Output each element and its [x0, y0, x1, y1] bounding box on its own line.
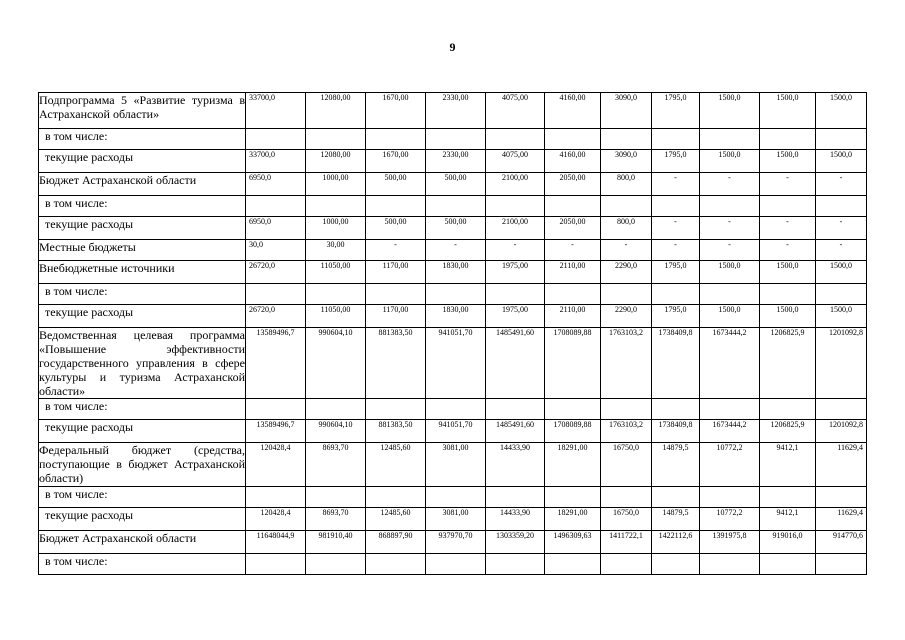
value-cell: 1670,00 [366, 150, 426, 173]
value-cell [652, 129, 700, 150]
value-cell [306, 399, 366, 420]
value-cell: 1170,00 [366, 305, 426, 328]
value-cell: 11629,4 [816, 443, 867, 487]
value-cell [545, 196, 601, 217]
value-cell: 1500,0 [816, 305, 867, 328]
value-cell: 13589496,7 [246, 420, 306, 443]
value-cell: 914770,6 [816, 531, 867, 554]
value-cell [601, 129, 652, 150]
value-cell: 1500,0 [700, 93, 760, 129]
value-cell: 4075,00 [486, 93, 545, 129]
value-cell: 12485,60 [366, 508, 426, 531]
value-cell: 1708089,88 [545, 328, 601, 399]
value-cell: 12080,00 [306, 93, 366, 129]
value-cell: 2330,00 [426, 150, 486, 173]
value-cell: 2100,00 [486, 173, 545, 196]
value-cell: 1795,0 [652, 305, 700, 328]
value-cell: 4075,00 [486, 150, 545, 173]
value-cell: 16750,0 [601, 508, 652, 531]
value-cell: 990604,10 [306, 328, 366, 399]
value-cell: 1170,00 [366, 261, 426, 284]
value-cell: 1201092,8 [816, 328, 867, 399]
value-cell: 1496309,63 [545, 531, 601, 554]
row-label: текущие расходы [39, 217, 246, 240]
value-cell [816, 196, 867, 217]
value-cell: 1830,00 [426, 305, 486, 328]
value-cell: 26720,0 [246, 261, 306, 284]
value-cell: 1500,0 [700, 261, 760, 284]
row-label: в том числе: [39, 487, 246, 508]
row-label: Местные бюджеты [39, 240, 246, 261]
value-cell [700, 399, 760, 420]
value-cell: 1763103,2 [601, 328, 652, 399]
value-cell: 1738409,8 [652, 328, 700, 399]
value-cell: 11629,4 [816, 508, 867, 531]
value-cell [700, 554, 760, 575]
table-row [39, 531, 867, 554]
table-row [39, 328, 867, 399]
value-cell [426, 129, 486, 150]
value-cell: 11050,00 [306, 261, 366, 284]
row-label: текущие расходы [39, 305, 246, 328]
table-row [39, 173, 867, 196]
value-cell: 941051,70 [426, 420, 486, 443]
value-cell [816, 554, 867, 575]
value-cell: 941051,70 [426, 328, 486, 399]
value-cell [366, 399, 426, 420]
value-cell: 33700,0 [246, 93, 306, 129]
value-cell: 3090,0 [601, 93, 652, 129]
value-cell [306, 487, 366, 508]
value-cell [760, 129, 816, 150]
value-cell: 2110,00 [545, 261, 601, 284]
value-cell: - [366, 240, 426, 261]
value-cell: - [486, 240, 545, 261]
value-cell [426, 399, 486, 420]
value-cell [306, 554, 366, 575]
value-cell: 10772,2 [700, 508, 760, 531]
value-cell [601, 284, 652, 305]
value-cell: - [545, 240, 601, 261]
value-cell [760, 196, 816, 217]
value-cell [545, 554, 601, 575]
table-row [39, 93, 867, 129]
value-cell [246, 487, 306, 508]
value-cell: 4160,00 [545, 93, 601, 129]
table-row [39, 150, 867, 173]
table-row [39, 420, 867, 443]
value-cell: 18291,00 [545, 443, 601, 487]
value-cell: 1670,00 [366, 93, 426, 129]
row-label: Подпрограмма 5 «Развитие туризма в Астраханской области» [39, 93, 246, 129]
value-cell: - [816, 217, 867, 240]
table-row [39, 554, 867, 575]
value-cell [486, 554, 545, 575]
table-row [39, 284, 867, 305]
value-cell: 2050,00 [545, 173, 601, 196]
value-cell: 1000,00 [306, 217, 366, 240]
value-cell: 500,00 [426, 173, 486, 196]
value-cell [816, 399, 867, 420]
page-number: 9 [449, 40, 456, 54]
value-cell: 1500,0 [816, 93, 867, 129]
value-cell: 2290,0 [601, 305, 652, 328]
value-cell: 1500,0 [760, 261, 816, 284]
value-cell [760, 284, 816, 305]
value-cell [816, 129, 867, 150]
value-cell: 33700,0 [246, 150, 306, 173]
table-row [39, 487, 867, 508]
value-cell: 981910,40 [306, 531, 366, 554]
value-cell: 1500,0 [700, 305, 760, 328]
value-cell: 1485491,60 [486, 420, 545, 443]
value-cell: 1975,00 [486, 261, 545, 284]
value-cell [486, 284, 545, 305]
value-cell: 868897,90 [366, 531, 426, 554]
value-cell [246, 554, 306, 575]
value-cell [652, 196, 700, 217]
value-cell: 10772,2 [700, 443, 760, 487]
value-cell: - [816, 173, 867, 196]
value-cell: 800,0 [601, 173, 652, 196]
value-cell [760, 399, 816, 420]
table-row [39, 196, 867, 217]
value-cell: 2100,00 [486, 217, 545, 240]
value-cell [760, 487, 816, 508]
value-cell: 3081,00 [426, 508, 486, 531]
value-cell: 1738409,8 [652, 420, 700, 443]
value-cell [816, 487, 867, 508]
row-label: Бюджет Астраханской области [39, 531, 246, 554]
value-cell [652, 284, 700, 305]
row-label: в том числе: [39, 196, 246, 217]
value-cell: 1795,0 [652, 150, 700, 173]
row-label: Бюджет Астраханской области [39, 173, 246, 196]
value-cell: 1500,0 [816, 261, 867, 284]
value-cell: 1500,0 [816, 150, 867, 173]
value-cell [366, 129, 426, 150]
value-cell: 1763103,2 [601, 420, 652, 443]
value-cell [426, 554, 486, 575]
value-cell: 1673444,2 [700, 420, 760, 443]
funding-table [38, 92, 867, 575]
value-cell: 11648044,9 [246, 531, 306, 554]
value-cell: 1485491,60 [486, 328, 545, 399]
value-cell [246, 196, 306, 217]
value-cell: 12080,00 [306, 150, 366, 173]
value-cell: 3090,0 [601, 150, 652, 173]
value-cell: 6950,0 [246, 173, 306, 196]
value-cell [601, 487, 652, 508]
value-cell: 1500,0 [760, 150, 816, 173]
value-cell [306, 284, 366, 305]
value-cell: 1795,0 [652, 261, 700, 284]
value-cell [366, 487, 426, 508]
value-cell [486, 129, 545, 150]
value-cell [545, 284, 601, 305]
value-cell [601, 554, 652, 575]
row-label: Внебюджетные источники [39, 261, 246, 284]
value-cell [306, 129, 366, 150]
value-cell: 881383,50 [366, 328, 426, 399]
value-cell: - [816, 240, 867, 261]
value-cell [246, 399, 306, 420]
value-cell: 120428,4 [246, 443, 306, 487]
value-cell [246, 284, 306, 305]
value-cell [306, 196, 366, 217]
value-cell: 4160,00 [545, 150, 601, 173]
value-cell: 1411722,1 [601, 531, 652, 554]
value-cell: 3081,00 [426, 443, 486, 487]
value-cell: 2290,0 [601, 261, 652, 284]
value-cell: 1201092,8 [816, 420, 867, 443]
value-cell: 1000,00 [306, 173, 366, 196]
value-cell: 30,0 [246, 240, 306, 261]
value-cell [426, 487, 486, 508]
value-cell [426, 196, 486, 217]
row-label: в том числе: [39, 284, 246, 305]
value-cell: 1975,00 [486, 305, 545, 328]
value-cell: 2050,00 [545, 217, 601, 240]
row-label: Федеральный бюджет (средства, поступающие в бюджет Астраханской области) [39, 443, 245, 485]
value-cell: - [601, 240, 652, 261]
value-cell: - [700, 217, 760, 240]
table-row [39, 399, 867, 420]
table-row [39, 129, 867, 150]
value-cell: 1500,0 [760, 93, 816, 129]
value-cell: 1500,0 [700, 150, 760, 173]
value-cell: 500,00 [366, 173, 426, 196]
value-cell: 500,00 [366, 217, 426, 240]
value-cell [652, 554, 700, 575]
row-label: текущие расходы [39, 420, 246, 443]
value-cell: 1673444,2 [700, 328, 760, 399]
value-cell: 18291,00 [545, 508, 601, 531]
value-cell [486, 399, 545, 420]
value-cell: 6950,0 [246, 217, 306, 240]
value-cell: 500,00 [426, 217, 486, 240]
value-cell [700, 487, 760, 508]
value-cell: 881383,50 [366, 420, 426, 443]
value-cell [486, 196, 545, 217]
value-cell [700, 284, 760, 305]
value-cell [760, 554, 816, 575]
table-row [39, 261, 867, 284]
value-cell [366, 284, 426, 305]
value-cell: 13589496,7 [246, 328, 306, 399]
value-cell [545, 399, 601, 420]
value-cell: - [700, 173, 760, 196]
row-label: текущие расходы [39, 150, 246, 173]
value-cell [366, 554, 426, 575]
value-cell [545, 129, 601, 150]
row-label: текущие расходы [39, 508, 246, 531]
value-cell [486, 487, 545, 508]
row-label: в том числе: [39, 399, 246, 420]
value-cell: 1391975,8 [700, 531, 760, 554]
value-cell: 120428,4 [246, 508, 306, 531]
value-cell [545, 487, 601, 508]
value-cell: 14433,90 [486, 443, 545, 487]
value-cell [652, 399, 700, 420]
value-cell: - [426, 240, 486, 261]
row-label: в том числе: [39, 129, 246, 150]
value-cell: 26720,0 [246, 305, 306, 328]
value-cell: 2110,00 [545, 305, 601, 328]
value-cell: 1708089,88 [545, 420, 601, 443]
value-cell: 1206825,9 [760, 328, 816, 399]
value-cell [246, 129, 306, 150]
value-cell: - [652, 217, 700, 240]
value-cell [601, 196, 652, 217]
value-cell [601, 399, 652, 420]
table-row [39, 305, 867, 328]
value-cell: 11050,00 [306, 305, 366, 328]
value-cell: - [760, 173, 816, 196]
table-row [39, 240, 867, 261]
value-cell: 30,00 [306, 240, 366, 261]
value-cell: - [700, 240, 760, 261]
value-cell: 12485,60 [366, 443, 426, 487]
value-cell: 919016,0 [760, 531, 816, 554]
table-row [39, 217, 867, 240]
value-cell [700, 129, 760, 150]
value-cell: 1500,0 [760, 305, 816, 328]
value-cell: 14879,5 [652, 508, 700, 531]
table-row [39, 443, 867, 487]
value-cell: 14433,90 [486, 508, 545, 531]
value-cell: 990604,10 [306, 420, 366, 443]
value-cell: 9412,1 [760, 443, 816, 487]
value-cell [816, 284, 867, 305]
value-cell: 16750,0 [601, 443, 652, 487]
value-cell: 1830,00 [426, 261, 486, 284]
value-cell: 8693,70 [306, 443, 366, 487]
value-cell [652, 487, 700, 508]
value-cell: - [760, 217, 816, 240]
value-cell: 14879,5 [652, 443, 700, 487]
value-cell [700, 196, 760, 217]
row-label: Ведомственная целевая программа «Повышение эффективности государственного управления в сфере культуры и туризма Астраханской области» [39, 328, 245, 398]
value-cell: 800,0 [601, 217, 652, 240]
table-row [39, 508, 867, 531]
value-cell [366, 196, 426, 217]
value-cell [426, 284, 486, 305]
value-cell: 9412,1 [760, 508, 816, 531]
row-label: в том числе: [39, 554, 246, 575]
value-cell: 1303359,20 [486, 531, 545, 554]
value-cell: 1206825,9 [760, 420, 816, 443]
value-cell: 1795,0 [652, 93, 700, 129]
value-cell: - [760, 240, 816, 261]
value-cell: 1422112,6 [652, 531, 700, 554]
value-cell: 2330,00 [426, 93, 486, 129]
value-cell: - [652, 240, 700, 261]
value-cell: 937970,70 [426, 531, 486, 554]
value-cell: 8693,70 [306, 508, 366, 531]
value-cell: - [652, 173, 700, 196]
